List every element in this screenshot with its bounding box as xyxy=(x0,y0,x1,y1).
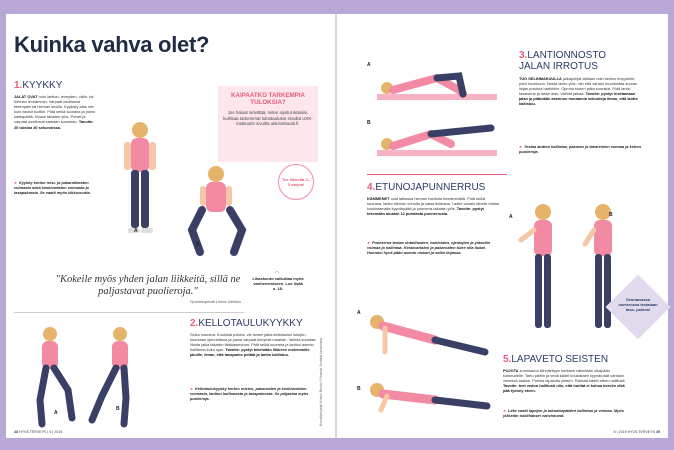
body-text: Seiso suorana. Koukista polvea, vie toinen jalka kellotaulun lukujen suuntaan ojennettuna ja paina varpaat kevyesti maahan. Vaihda suuntaa. Nosta jalka takaisin lähtöasentoon. Pidä selkä suorana ja lantion asento hallittuna koko ajan. xyxy=(190,332,317,353)
pushup-figure-a xyxy=(370,315,485,352)
section-divider xyxy=(367,174,507,175)
quote-source: Fysioterapeutti Leena Vierikko. xyxy=(189,300,242,304)
goal-text: Tavoite: pystyt irrottamaan jalan ja pitämään asennon muutamia sekunteja ilman, että lantio kallistuu. xyxy=(519,91,638,107)
tip-text: Liike vaatii lapojen ja takaolkapäiden hallintaa ja voimaa. Myös yläselän tukilihakset vahvistuvat. xyxy=(503,408,624,419)
reps-badge-text: Tee liikkeitä 2–3 varjoa! xyxy=(282,177,310,187)
section-kellotaulu-body xyxy=(190,332,318,357)
body-text: kuminauha kiinnitettyyn kohtaan vähintään olkapään korkeudelle. Tartu päihin ja vedä kädet koukistaen kyynärpäät vartalon vieressä taakse. Purista lapaluita yhteen. Palauta kädet eteen hallitusti. xyxy=(503,368,626,384)
section-name: LAPAVETO SEISTEN xyxy=(511,354,609,365)
photo-label-a: A xyxy=(134,228,138,234)
section-kyykky-body xyxy=(14,94,98,130)
photo-label-b: B xyxy=(367,120,371,126)
intro-bold: KÄMMENET xyxy=(367,196,390,201)
photo-label-a: A xyxy=(54,410,58,416)
intro-bold: TUO SELINMAKUULLA xyxy=(519,76,562,81)
photo-label-b: B xyxy=(357,386,361,392)
section-lapaveto-tip xyxy=(503,408,629,418)
section-punnerrus-tip xyxy=(367,240,501,255)
goal-text: Tavoite: 20 toistoa 30 sekunnissa. xyxy=(14,119,94,130)
section-kyykky-tip xyxy=(14,180,96,195)
tip-text: Kellotaulukyykky kertoo reisien, pakaroiden ja keskivartalon voimasta, lantion hallinnasta ja tasapainosta. Se paljastaa myös puolieroja. xyxy=(190,386,309,402)
bridge-figure-a xyxy=(377,76,497,100)
body-text: jalkapohjat lattiaan noin lantion levyydelle, polvi koukkuun. Nosta lantio ylös, niin että vartalo muodostaa suoran linjan polvista hartioihin. Ojenna toinen jalka suoraksi. Pidä lantio tasaisena ja laske alas. Vaihda jalkaa. xyxy=(519,76,638,97)
infobox-text: Jos haluat selvittää, miten sijoitut ikäisiisi, kurkkaa tarkemmat tulostaulukot sivuilta UKK-instituutin sivuilta ukkinstituutti.fi. xyxy=(223,110,313,127)
intro-bold: PUJOTA xyxy=(503,368,519,373)
section-kyykky-heading xyxy=(14,80,62,91)
pull-quote: "Kokeile myös yhden jalan liikkeitä, sillä ne paljastavat puolieroja." xyxy=(55,274,241,297)
footer-left xyxy=(14,430,62,434)
photo-credit: Kuvat/pohjatyö Kristin Reutio / Hiussal: Jonattia kansioissa xyxy=(319,337,323,426)
row-figure-a xyxy=(521,204,552,328)
chevron-up-icon: ︿ xyxy=(274,269,281,275)
section-name: KELLOTAULUKYYKKY xyxy=(198,318,303,329)
section-lantionnosto-heading xyxy=(519,50,639,72)
goal-text: Tavoite: pystyt tekemään liikkeen molemmille jaloille, ilman, että tasapaino pettää ja lantio kallistuu. xyxy=(190,347,310,358)
bridge-photo xyxy=(367,54,507,164)
section-number: 2. xyxy=(190,318,199,329)
quote-divider xyxy=(14,312,244,313)
right-page xyxy=(319,14,668,438)
clock-squat-figure-b xyxy=(92,327,128,424)
photo-label-b: B xyxy=(196,242,200,248)
photo-label-b: B xyxy=(609,212,613,218)
section-lapaveto-body xyxy=(503,368,629,393)
tip-text: Testaa lantion hallintaa, pakaran ja takareisien voimaa ja kehon puolieroja. xyxy=(519,144,642,155)
arrow-icon: ► xyxy=(190,386,194,391)
pushup-photo xyxy=(355,292,505,422)
section-name: KYYKKY xyxy=(22,80,63,91)
clock-squat-photo xyxy=(10,320,160,432)
photo-label-a: A xyxy=(357,310,361,316)
footer-right xyxy=(614,430,660,434)
tip-text: Kyykky kertoo reisi- ja pakaralihasten voimasta sekä keskivartalon voimasta ja tasapainosta. Se vaatii myös liikkuvuutta. xyxy=(14,180,91,196)
section-number: 5. xyxy=(503,354,512,365)
arrow-icon: ► xyxy=(14,180,18,185)
section-number: 4. xyxy=(367,182,376,193)
photo-label-a: A xyxy=(509,214,513,220)
intro-bold: JALAT OVAT xyxy=(14,94,38,99)
infobox xyxy=(218,86,318,162)
arrow-icon: ► xyxy=(519,144,523,149)
photo-label-b: B xyxy=(116,406,120,412)
body-text: noin lantion- leveyden- välin- tai hieman leveämmin. Varpaat osoittavat eteenpäin tai hieman sivulle. Kyykisty alas niin kuin istuisit tuolille. Pidä selkä suorana ja paino kantapäillä. Nouse takaisin ylös. Polvet ja varpaat osoittavat samaan suuntaan. xyxy=(14,94,96,125)
tip-text: Punnerrus testaa rintalihasten, hartioiden, ojentajien ja yläselän voimaa ja hallintaa. Keskivartalon ja pakaroiden tulee olla tiukat. Huomioi hyvä pään asento niskan ja selän linjassa. xyxy=(367,240,491,256)
section-kellotaulu-tip xyxy=(190,386,318,401)
goal-text: Tavoite: teet vedon hallitusti niin, että hartiat ei kohoa korviin eikä pää työnny eteen. xyxy=(503,383,625,394)
arrow-icon: ► xyxy=(367,240,371,245)
section-punnerrus-heading xyxy=(367,182,485,193)
section-punnerrus-body xyxy=(367,196,501,216)
squat-figure-a xyxy=(124,122,156,233)
section-kellotaulu-heading xyxy=(190,318,303,329)
section-lantionnosto-tip xyxy=(519,144,643,154)
row-photo xyxy=(509,190,639,350)
bridge-figure-b xyxy=(377,128,497,156)
body-text: ovat lattiassa hieman hartioita leveämmällä. Pidä selkä suorana, lantio hieman koholla ja vatsa tiukkana. Laske vartalo lähelle lattiaa koukistamalla kyynärpäitä ja punnerra takaisin ylös. xyxy=(367,196,499,212)
squat-figure-b xyxy=(192,166,242,252)
section-lantionnosto-body xyxy=(519,76,643,107)
arrow-icon: ► xyxy=(503,408,507,413)
section-number: 1. xyxy=(14,80,23,91)
section-lapaveto-heading xyxy=(503,354,608,365)
page-title: Kuinka vahva olet? xyxy=(14,32,210,57)
page-number: 48 xyxy=(14,430,18,434)
footer-text: HYVÄ TERVEYS | 6 | 2019 xyxy=(19,430,63,434)
page-number: 49 xyxy=(656,430,660,434)
left-page xyxy=(6,14,335,438)
circle-note: Lihaskunto vaikuttaa myös vanhenemiseen. Lue lisää s. 18. xyxy=(252,276,304,291)
section-number: 3. xyxy=(519,50,528,61)
photo-label-a: A xyxy=(367,62,371,68)
infobox-title: KAIPAATKO TARKEMPIA TULOKSIA? xyxy=(231,92,305,106)
pushup-figure-b xyxy=(370,383,487,410)
goal-text: Tavoite: pystyt tekemään ainakin 12 puhdasta punnerrusta. xyxy=(367,206,484,217)
section-name: ETUNOJAPUNNERRUS xyxy=(375,182,486,193)
reps-badge xyxy=(278,164,314,200)
footer-text: 6 | 2019 HYVÄ TERVEYS xyxy=(613,430,655,434)
section-name: LANTIONNOSTO JALAN IRROTUS xyxy=(519,50,607,72)
diamond-note: Seuraavassa numerossa testataan taso- painoa! xyxy=(618,297,658,312)
